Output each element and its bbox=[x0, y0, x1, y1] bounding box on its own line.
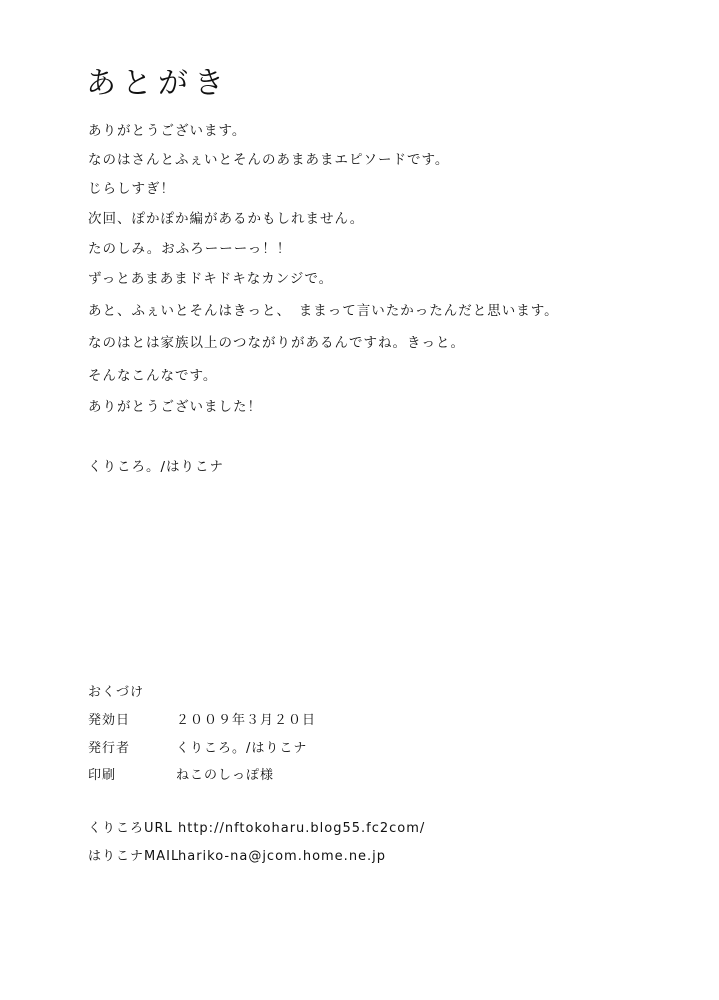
colophon-row-printer bbox=[88, 767, 274, 785]
colophon-row-issue-date bbox=[88, 712, 316, 730]
colophon-value: くりころ。/はりこナ bbox=[176, 741, 308, 756]
signature: くりころ。/はりこナ bbox=[88, 459, 225, 475]
page-title: あとがき bbox=[86, 66, 230, 101]
colophon-row-url bbox=[88, 820, 425, 838]
afterword-line: じらしすぎ！ bbox=[88, 181, 175, 197]
colophon-label: くりころURL bbox=[88, 821, 173, 836]
colophon-value: ２００９年３月２０日 bbox=[176, 713, 317, 728]
colophon-label: 印刷 bbox=[88, 768, 117, 783]
colophon-label: はりこナMAIL bbox=[88, 849, 180, 864]
colophon-label: 発行者 bbox=[88, 741, 131, 756]
afterword-line: なのはさんとふぇいとそんのあまあまエピソードです。 bbox=[88, 152, 450, 168]
email-link[interactable]: hariko-na@jcom.home.ne.jp bbox=[178, 849, 387, 864]
afterword-line: たのしみ。おふろーーーっ！！ bbox=[88, 241, 292, 257]
website-link[interactable]: http://nftokoharu.blog55.fc2com/ bbox=[178, 821, 426, 836]
afterword-line: なのはとは家族以上のつながりがあるんですね。きっと。 bbox=[88, 335, 465, 351]
colophon-row-mail bbox=[88, 848, 386, 866]
afterword-line: 次回、ぽかぽか編があるかもしれません。 bbox=[88, 211, 365, 227]
afterword-line: あと、ふぇいとそんはきっと、 ままって言いたかったんだと思います。 bbox=[88, 303, 559, 319]
afterword-line: ありがとうございました！ bbox=[88, 399, 262, 415]
afterword-line: ずっとあまあまドキドキなカンジで。 bbox=[88, 271, 334, 287]
afterword-line: ありがとうございます。 bbox=[88, 123, 247, 139]
colophon-label: 発効日 bbox=[88, 713, 131, 728]
afterword-line: そんなこんなです。 bbox=[88, 368, 218, 384]
colophon-row-publisher bbox=[88, 740, 307, 758]
colophon-heading: おくづけ bbox=[88, 685, 145, 700]
colophon-value: ねこのしっぽ様 bbox=[176, 768, 275, 783]
